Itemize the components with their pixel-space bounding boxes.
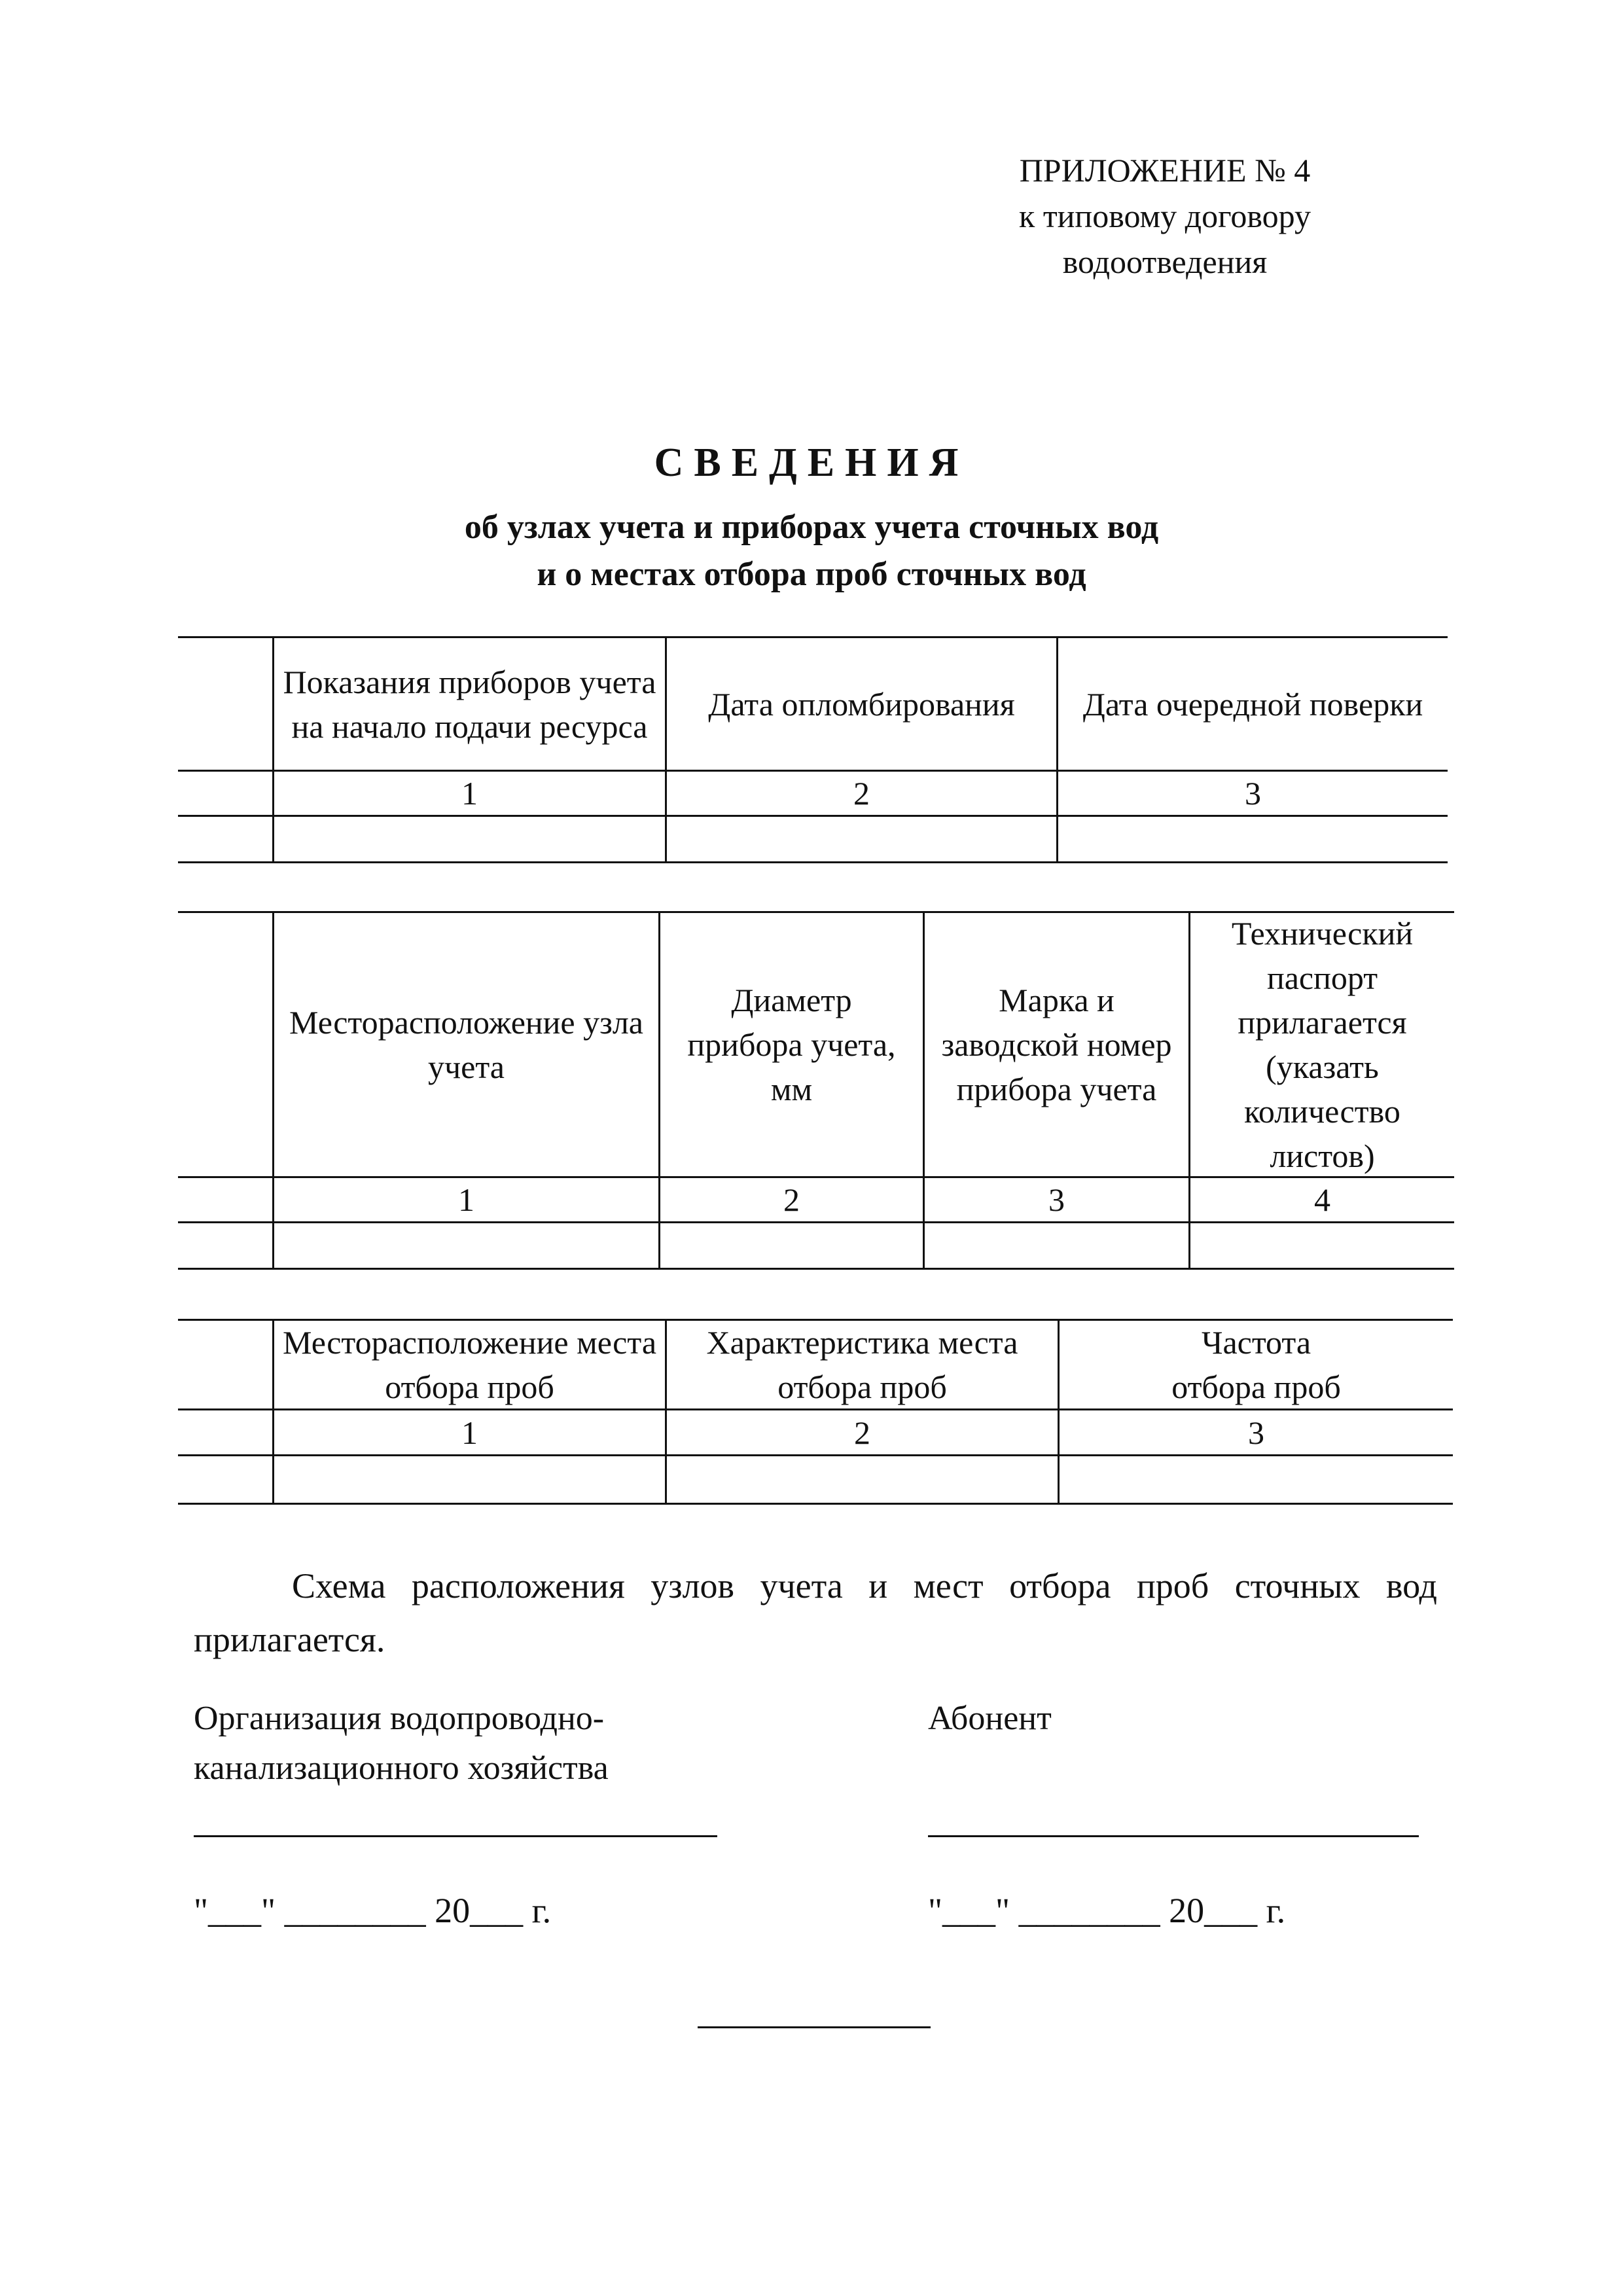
appendix-contract-type: водоотведения (1062, 243, 1268, 280)
table-border (178, 1268, 1454, 1270)
signature-block-utility (194, 1694, 609, 1793)
column-number: 3 (1245, 775, 1261, 812)
table-border (178, 1221, 1454, 1223)
header-cell: Дата опломбирования (708, 685, 1015, 723)
column-number: 1 (461, 1414, 478, 1451)
table-border (178, 1503, 1453, 1505)
subtitle-line-2: и о местах отбора проб сточных вод (537, 556, 1086, 593)
column-number: 1 (461, 775, 478, 812)
header-cell: Марка и заводской номер прибора учета (941, 982, 1172, 1107)
column-number: 2 (853, 775, 870, 812)
column-number: 3 (1248, 1414, 1264, 1451)
table-border (178, 861, 1448, 863)
end-separator (698, 2026, 931, 2028)
header-cell: Месторасположение узла учета (289, 1004, 643, 1085)
appendix-contract-ref: к типовому договору (1019, 198, 1311, 234)
header-cell: Показания приборов учета на начало подачи ресурса (283, 663, 656, 745)
column-number: 1 (458, 1181, 474, 1218)
header-cell: Диаметр прибора учета, мм (687, 982, 896, 1107)
signature-block-subscriber (928, 1694, 1052, 1744)
subscriber-date-line: "___" ________ 20___ г. (928, 1891, 1286, 1930)
appendix-number: ПРИЛОЖЕНИЕ № 4 (1019, 152, 1311, 188)
header-cell: Характеристика места отбора проб (706, 1324, 1018, 1405)
header-cell: Частота отбора проб (1171, 1324, 1341, 1405)
utility-label-line-1: Организация водопроводно- (194, 1700, 605, 1737)
utility-date-line: "___" ________ 20___ г. (194, 1891, 552, 1930)
header-cell: Дата очередной поверки (1082, 685, 1423, 723)
document-subtitle (0, 504, 1623, 598)
document-title: СВЕДЕНИЯ (654, 440, 969, 485)
utility-signature-line (194, 1835, 717, 1837)
subscriber-label: Абонент (928, 1700, 1052, 1737)
column-number: 2 (783, 1181, 800, 1218)
utility-label-line-2: канализационного хозяйства (194, 1749, 609, 1787)
column-number: 3 (1048, 1181, 1065, 1218)
subtitle-line-1: об узлах учета и приборах учета сточных вод (464, 509, 1159, 546)
appendix-header (916, 147, 1414, 285)
header-cell: Технический паспорт прилагается (указать количество листов) (1231, 915, 1414, 1174)
header-cell: Месторасположение места отбора проб (282, 1324, 657, 1405)
column-number: 4 (1314, 1181, 1330, 1218)
subscriber-signature-line (928, 1835, 1419, 1837)
scheme-note: Схема расположения узлов учета и мест отбора проб сточных вод прилагается. (194, 1566, 1437, 1659)
column-number: 2 (854, 1414, 870, 1451)
